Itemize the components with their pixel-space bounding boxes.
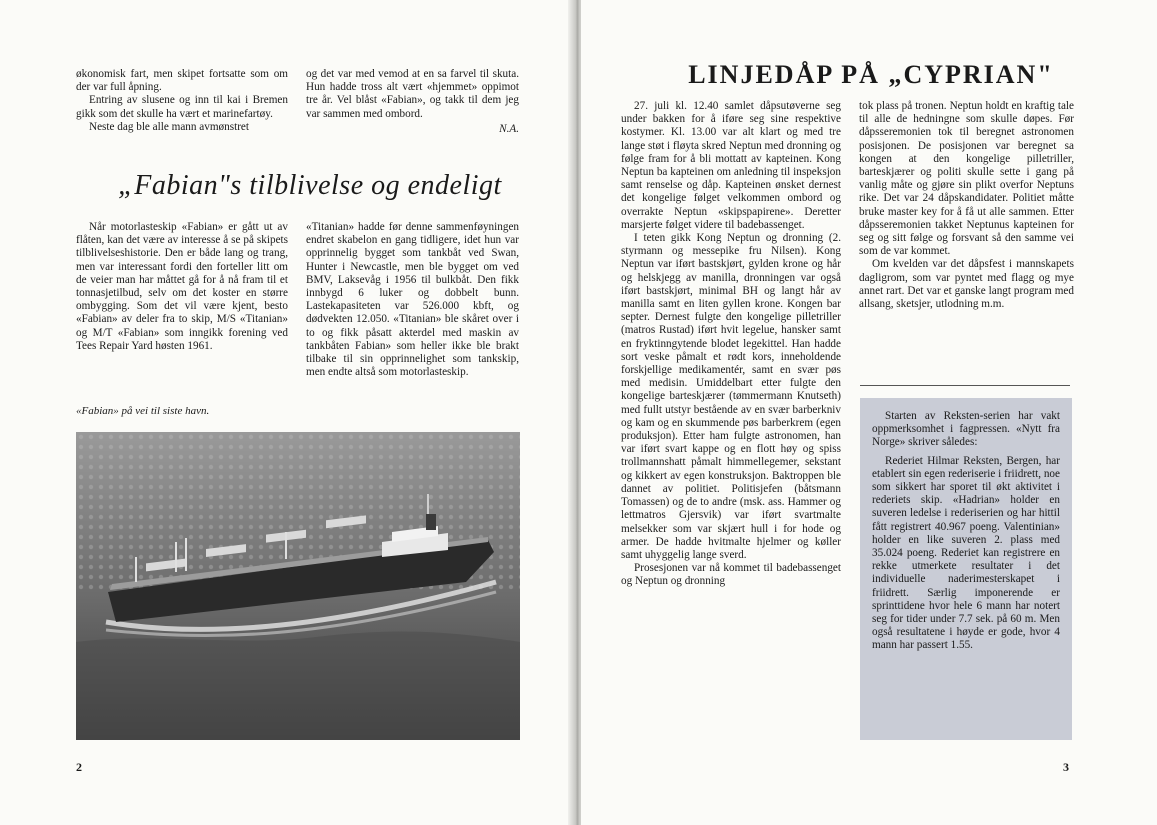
article-column-1 <box>76 221 288 353</box>
article-title: LINJEDÅP PÅ „CYPRIAN" <box>688 60 1054 89</box>
ship-photo <box>76 432 520 740</box>
article-title: „Fabian"s tilblivelse og endeligt <box>118 170 502 201</box>
paragraph: Entring av slusene og inn til kai i Bremen gikk som det skulle ha vært et marinefartøy. <box>76 94 288 120</box>
sidebar-box <box>860 398 1072 740</box>
continued-column-2 <box>306 68 519 136</box>
paragraph: Rederiet Hilmar Reksten, Bergen, har etablert sin egen rederiserie i friidrett, noe som sikkert har sporet til økt aktivitet i rederiets skip. «Hadrian» holder en suveren ledelse i rederiserien og har hittil fått registrert 40.967 poeng. Valentinian» holder en like suveren 2. plass med 35.024 poeng. Rederiet kan registrere en rekke utmerkete resultater i det individuelle naderimesterskapet i friidrett. Særlig imponerende er sprinttidene hvor hele 6 mann har notert seg for tider under 7.7 sek. på 60 m. Men også resultatene i høyde er gode, hvor 4 mann har passert 1.55. <box>872 454 1060 652</box>
signature: N.A. <box>499 122 519 135</box>
article-column-1 <box>621 100 841 589</box>
paragraph: Starten av Reksten-serien har vakt oppmerksomhet i fagpressen. «Nytt fra Norge» skriver således: <box>872 410 1060 449</box>
sidebar-text <box>872 410 1060 653</box>
paragraph: økonomisk fart, men skipet fortsatte som om der var full åpning. <box>76 68 288 94</box>
continued-column-1 <box>76 68 288 134</box>
divider <box>860 385 1070 386</box>
page-number: 3 <box>1063 760 1069 774</box>
article-column-2 <box>306 221 519 379</box>
photo-caption: «Fabian» på vei til siste havn. <box>76 405 210 417</box>
paragraph: Prosesjonen var nå kommet til badebassenget og Neptun og dronning <box>621 562 841 588</box>
left-page <box>0 0 574 825</box>
paragraph: Når motorlasteskip «Fabian» er gått ut av flåten, kan det være av interesse å se på skipets tilblivelseshistorie. Den er både lang og trang, men var interessant fordi den forteller litt om de veier man har måttet gå for å nå fram til et tonnasjetilbud, selv om det koster en større ombygging. Som det vil være kjent, besto «Fabian» av deler fra to skip, M/S «Titanian» og M/T «Fabian» som inngikk forening ved Tees Repair Yard høsten 1961. <box>76 221 288 352</box>
paragraph: tok plass på tronen. Neptun holdt en kraftig tale til alle de hedningne som skulle døpes. Før dåpsseremonien tok til beregnet astronomen posisjonen. De posisjonen var beregnet sa kongen at den kongelige pilletriller, barteskjærer og politi skulle sette i gang på vanlig måte og gjøre sin plikt overfor Neptuns rike. Det var 24 dåpskandidater. Politiet måtte bruke master key for å få ut alle sammen. Etter dåpsseremonien takket Neptunus kapteinen for seg og sitt følge og forsvant så den samme vei som de var kommet. <box>859 100 1074 258</box>
paragraph: Om kvelden var det dåpsfest i mannskapets dagligrom, som var pyntet med flagg og mye annet rart. Det var et ganske langt program med allsang, sketsjer, utlodning m.m. <box>859 258 1074 311</box>
page-number: 2 <box>76 760 82 774</box>
paragraph: og det var med vemod at en sa farvel til skuta. Hun hadde tross alt vært «hjemmet» oppimot tre år. Vel blåst «Fabian», og takk til dem jeg var sammen med ombord. <box>306 68 519 120</box>
paragraph: 27. juli kl. 12.40 samlet dåpsutøverne seg under bakken for å iføre seg sine respektive kostymer. Kl. 13.00 var alt klart og med tre lange støt i fløyta skred Neptun med dronning og følge fram for å bli mottatt av kapteinen. Kong Neptun ba kapteinen om anledning til inspeksjon samt renselse og dåp. Kapteinen ønsket dernest det kongelige følget velkommen ombord og overrakte Neptun «skipspapirene». Deretter marsjerte følget videre til badebassenget. <box>621 100 841 231</box>
paragraph: I teten gikk Kong Neptun og dronning (2. styrmann og messepike fru Nilsen). Kong Neptun var iført bastskjørt, gylden krone og hår og helskjegg av manilla, dronningen var også iført bastskjørt, minimal BH og langt hår av manilla samt en liten gyllen krone. Kongen bar septer. Dernest fulgte den kongelige pilletriller (matros Rustad) iført hvit legelue, hansker samt en fryktinngytende blodet legekittel. Han hadde sort veske påmalt et rødt kors, inneholdende forskjellige medikamentér, samt en svær pøs med medisin. Umiddelbart etter fulgte den kongelige barteskjærer (tømmermann Knutseth) med fullt utstyr bestående av en svær barberkniv og kam og en skummende pøs barberkrem (egen produksjon). Etter ham fulgte astronomen, han var iført svart kappe og en flott høy og spiss trollmannshatt påmalt himmellegemer, sekstant og kikkert av egen konstruksjon. Baktroppen ble dannet av politiet. Politisjefen (båtsmann Tomassen) og de to andre (msk. ass. Hammer og lettmatros Gjersvik) var iført svartmalte melsekker som var skjært hull i for hode og armer. De hadde hvitmalte hjelmer og køller samt uhyggelig lange sverd. <box>621 232 841 561</box>
paragraph: Neste dag ble alle mann avmønstret <box>89 120 249 133</box>
article-column-2 <box>859 100 1074 311</box>
paragraph: «Titanian» hadde før denne sammenføyningen endret skabelon en gang tidligere, idet hun var opprinnelig bygget som tankbåt ved Swan, Hunter i Newcastle, men ble bygget om ved BMV, Laksevåg i 1956 til bulkbåt. Den fikk innbygd 6 luker og dobbelt bunn. Lastekapasiteten var 526.000 kbft, og dødvekten 12.050. «Titanian» ble skåret over i to og fikk påsatt akterdel med maskin av tankbåten Fabian» som heller ikke ble brakt tilbake til sin opprinnelighet som tankskip, men endte altså som motorlasteskip. <box>306 221 519 379</box>
